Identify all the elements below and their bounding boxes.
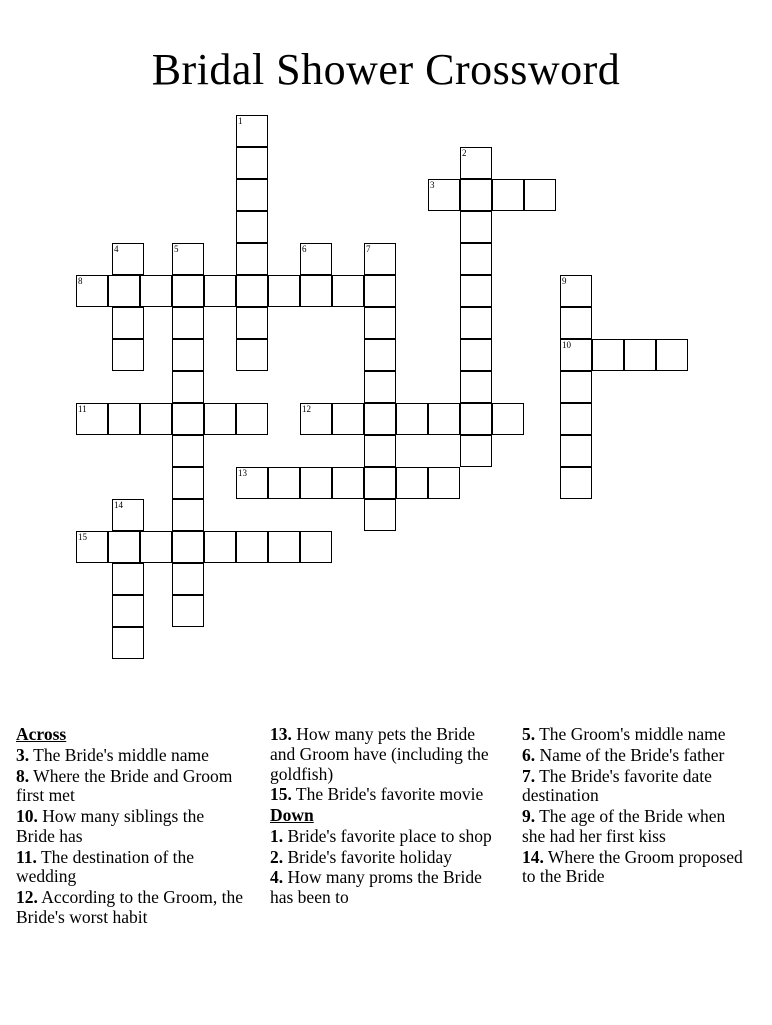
clue-number: 10. <box>16 806 38 827</box>
crossword-cell[interactable] <box>76 403 108 435</box>
clue-number: 7. <box>521 765 536 786</box>
crossword-cell[interactable] <box>172 339 204 371</box>
crossword-cell[interactable] <box>172 563 204 595</box>
crossword-cell[interactable] <box>364 435 396 467</box>
crossword-cell[interactable] <box>492 179 524 211</box>
crossword-cell[interactable] <box>204 275 236 307</box>
crossword-cell[interactable] <box>460 371 492 403</box>
crossword-cell[interactable] <box>524 179 556 211</box>
cell-number: 9 <box>562 276 567 286</box>
clue-number: 5. <box>521 724 536 744</box>
crossword-cell[interactable] <box>172 307 204 339</box>
cell-number: 15 <box>78 532 87 542</box>
crossword-cell[interactable] <box>172 531 204 563</box>
cell-number: 6 <box>302 244 307 254</box>
crossword-cell[interactable] <box>172 435 204 467</box>
crossword-cell[interactable] <box>236 339 268 371</box>
crossword-cell[interactable] <box>332 467 364 499</box>
crossword-cell[interactable] <box>364 499 396 531</box>
crossword-cell[interactable] <box>364 403 396 435</box>
page-title: Bridal Shower Crossword <box>151 45 621 94</box>
crossword-cell[interactable] <box>172 595 204 627</box>
clues-column-1 <box>8 725 260 929</box>
crossword-cell[interactable] <box>172 243 204 275</box>
clues-column-2 <box>260 725 512 909</box>
across-clue-list-1 <box>16 746 246 928</box>
crossword-cell[interactable] <box>204 531 236 563</box>
clue-item: 2. Bride's favorite holiday <box>269 846 452 867</box>
clue-number: 13. <box>269 724 292 744</box>
crossword-cell[interactable] <box>236 307 268 339</box>
clues-section <box>0 725 772 1025</box>
clues-column-3 <box>512 725 764 888</box>
clue-number: 14. <box>521 846 544 867</box>
crossword-cell[interactable] <box>560 467 592 499</box>
clue-number: 9. <box>521 806 536 827</box>
crossword-cell[interactable] <box>112 243 144 275</box>
crossword-cell[interactable] <box>236 403 268 435</box>
crossword-cell[interactable] <box>140 403 172 435</box>
crossword-cell[interactable] <box>364 339 396 371</box>
cell-number: 2 <box>462 148 467 158</box>
clue-item: 7. The Bride's favorite date destination <box>521 765 712 806</box>
crossword-cell[interactable] <box>268 467 300 499</box>
crossword-cell[interactable] <box>460 211 492 243</box>
crossword-cell[interactable] <box>560 435 592 467</box>
crossword-cell[interactable] <box>428 467 460 499</box>
crossword-cell[interactable] <box>112 627 144 659</box>
crossword-cell[interactable] <box>236 467 268 499</box>
crossword-cell[interactable] <box>112 339 144 371</box>
clue-number: 1. <box>269 825 284 846</box>
crossword-cell[interactable] <box>560 275 592 307</box>
clue-item: 10. How many siblings the Bride has <box>16 806 205 846</box>
clue-number: 6. <box>521 744 536 765</box>
crossword-cell[interactable] <box>460 147 492 179</box>
clue-item: 13. How many pets the Bride and Groom have (including the goldfish) <box>269 724 489 784</box>
clue-number: 8. <box>16 765 30 786</box>
crossword-cell[interactable] <box>332 275 364 307</box>
crossword-cell[interactable] <box>364 307 396 339</box>
clue-item: 15. The Bride's favorite movie <box>269 784 484 805</box>
clue-item: 8. Where the Bride and Groom first met <box>16 765 233 806</box>
crossword-cell[interactable] <box>460 307 492 339</box>
crossword-grid[interactable] <box>0 105 772 675</box>
crossword-cell[interactable] <box>592 339 624 371</box>
down-clue-list-1 <box>270 827 498 908</box>
crossword-cell[interactable] <box>364 467 396 499</box>
crossword-cell[interactable] <box>656 339 688 371</box>
clue-item: 14. Where the Groom proposed to the Bride <box>521 846 743 887</box>
crossword-cell[interactable] <box>76 531 108 563</box>
clue-number: 2. <box>269 846 284 867</box>
crossword-cell[interactable] <box>460 275 492 307</box>
cell-number: 12 <box>302 404 311 414</box>
crossword-cell[interactable] <box>112 499 144 531</box>
crossword-cell[interactable] <box>236 211 268 243</box>
crossword-cell[interactable] <box>236 243 268 275</box>
crossword-cell[interactable] <box>172 371 204 403</box>
crossword-cell[interactable] <box>560 307 592 339</box>
cell-number: 8 <box>78 276 83 286</box>
cell-number: 4 <box>114 244 119 254</box>
crossword-cell[interactable] <box>460 435 492 467</box>
crossword-cell[interactable] <box>172 467 204 499</box>
cell-number: 13 <box>238 468 247 478</box>
crossword-cell[interactable] <box>300 531 332 563</box>
crossword-cell[interactable] <box>460 243 492 275</box>
clue-number: 15. <box>269 784 292 805</box>
crossword-cell[interactable] <box>140 531 172 563</box>
crossword-cell[interactable] <box>108 403 140 435</box>
crossword-cell[interactable] <box>396 467 428 499</box>
crossword-cell[interactable] <box>236 179 268 211</box>
crossword-cell[interactable] <box>560 403 592 435</box>
crossword-cell[interactable] <box>560 339 592 371</box>
crossword-cell[interactable] <box>236 115 268 147</box>
crossword-cell[interactable] <box>364 243 396 275</box>
down-clue-list-2 <box>522 725 750 887</box>
cell-number: 3 <box>430 180 435 190</box>
crossword-cell[interactable] <box>300 243 332 275</box>
crossword-cell[interactable] <box>112 563 144 595</box>
crossword-cell[interactable] <box>112 307 144 339</box>
across-clue-list-2 <box>270 725 498 805</box>
clue-item: 1. Bride's favorite place to shop <box>269 825 492 846</box>
down-heading: Down <box>269 805 314 826</box>
crossword-cell[interactable] <box>268 531 300 563</box>
clue-item: 5. The Groom's middle name <box>521 724 726 744</box>
clue-item: 6. Name of the Bride's father <box>521 744 725 765</box>
crossword-cell[interactable] <box>172 403 204 435</box>
crossword-cell[interactable] <box>460 339 492 371</box>
crossword-cell[interactable] <box>268 275 300 307</box>
cell-number: 11 <box>78 404 87 414</box>
crossword-cell[interactable] <box>560 371 592 403</box>
crossword-cell[interactable] <box>492 403 524 435</box>
crossword-cell[interactable] <box>236 531 268 563</box>
crossword-cell[interactable] <box>140 275 172 307</box>
cell-number: 5 <box>174 244 179 254</box>
clue-item: 3. The Bride's middle name <box>16 744 209 765</box>
cell-number: 7 <box>366 244 371 254</box>
crossword-cell[interactable] <box>108 275 140 307</box>
crossword-cell[interactable] <box>364 371 396 403</box>
crossword-cell[interactable] <box>428 403 460 435</box>
clue-item: 4. How many proms the Bride has been to <box>269 867 482 908</box>
crossword-cell[interactable] <box>460 179 492 211</box>
cell-number: 1 <box>238 116 243 126</box>
crossword-cell[interactable] <box>332 403 364 435</box>
cell-number: 10 <box>562 340 571 350</box>
clue-item: 9. The age of the Bride when she had her first kiss <box>521 806 726 846</box>
crossword-cell[interactable] <box>236 275 268 307</box>
crossword-cell[interactable] <box>428 179 460 211</box>
crossword-cell[interactable] <box>108 531 140 563</box>
crossword-cell[interactable] <box>364 275 396 307</box>
clue-number: 4. <box>269 867 284 888</box>
crossword-cell[interactable] <box>624 339 656 371</box>
crossword-cell[interactable] <box>396 403 428 435</box>
clue-number: 12. <box>16 887 38 908</box>
crossword-cell[interactable] <box>172 499 204 531</box>
clue-number: 3. <box>16 744 30 765</box>
cell-number: 14 <box>114 500 123 510</box>
crossword-cell[interactable] <box>172 275 204 307</box>
clue-number: 11. <box>16 846 37 867</box>
crossword-cell[interactable] <box>300 467 332 499</box>
crossword-cell[interactable] <box>300 275 332 307</box>
across-heading: Across <box>16 724 67 744</box>
crossword-cell[interactable] <box>300 403 332 435</box>
crossword-cell[interactable] <box>76 275 108 307</box>
clue-item: 11. The destination of the wedding <box>16 846 195 887</box>
crossword-cell[interactable] <box>204 403 236 435</box>
crossword-cell[interactable] <box>460 403 492 435</box>
clue-item: 12. According to the Groom, the Bride's worst habit <box>16 887 243 927</box>
crossword-cell[interactable] <box>236 147 268 179</box>
crossword-cell[interactable] <box>112 595 144 627</box>
